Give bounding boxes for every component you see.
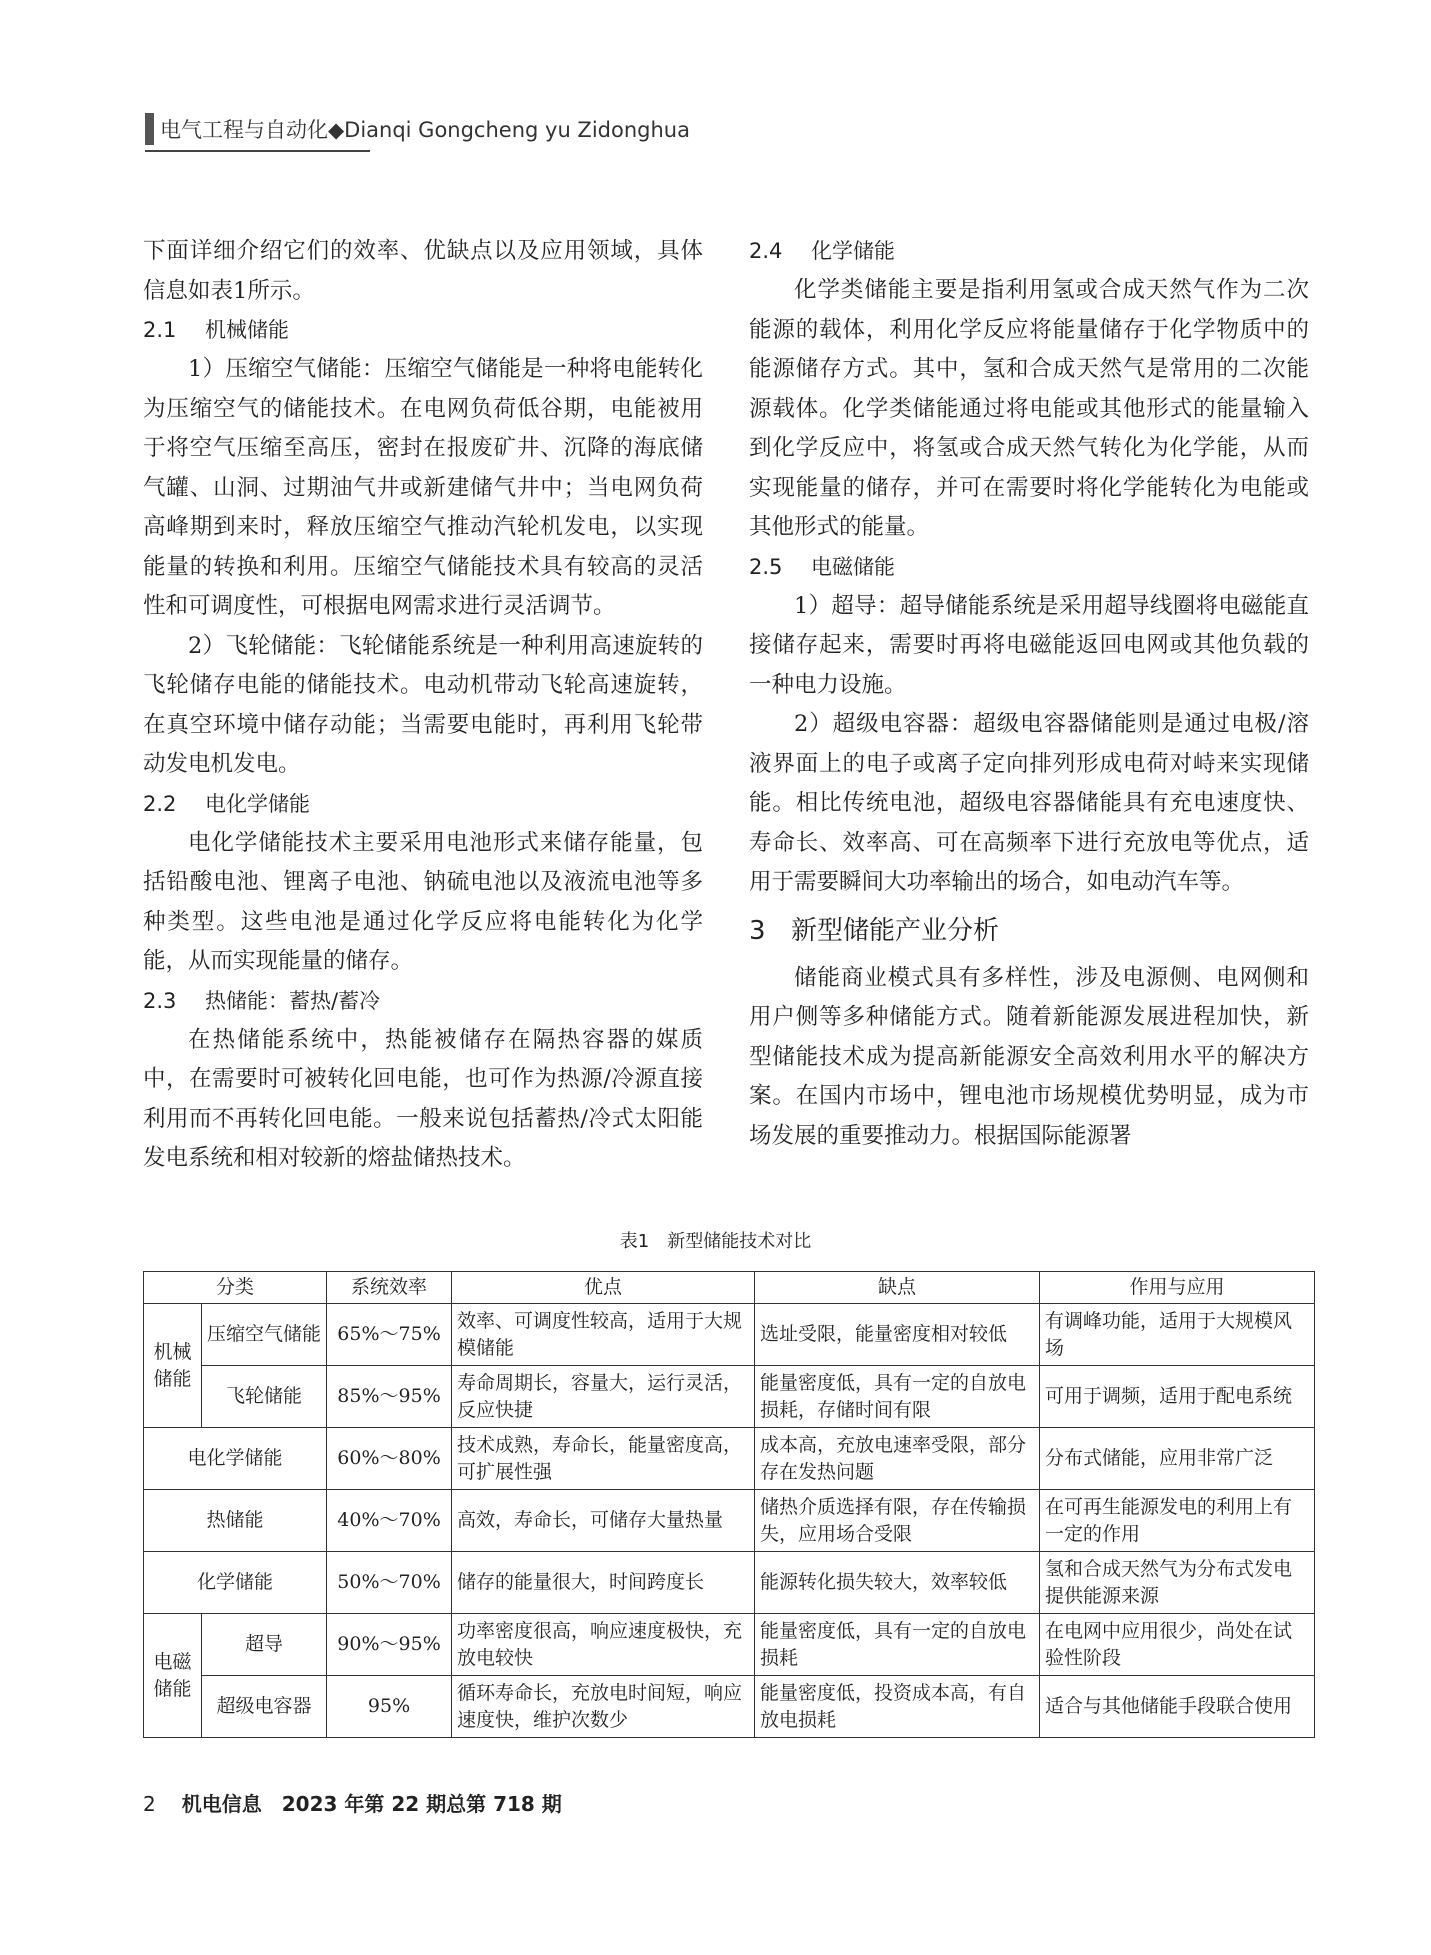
row-use: 可用于调频，适用于配电系统 bbox=[1040, 1366, 1315, 1428]
table-row bbox=[144, 1490, 1315, 1552]
magazine-issue: 机电信息 2023 年第 22 期总第 718 期 bbox=[181, 1792, 562, 1816]
group-mechanical: 机械储能 bbox=[144, 1304, 202, 1428]
right-column bbox=[749, 232, 1309, 1156]
row-use: 在可再生能源发电的利用上有一定的作用 bbox=[1040, 1490, 1315, 1552]
row-efficiency: 40%～70% bbox=[327, 1490, 452, 1552]
row-pros: 循环寿命长，充放电时间短，响应速度快，维护次数少 bbox=[452, 1676, 755, 1738]
row-efficiency: 65%～75% bbox=[327, 1304, 452, 1366]
row-efficiency: 50%～70% bbox=[327, 1552, 452, 1614]
row-cons: 能量密度低，具有一定的自放电损耗 bbox=[755, 1614, 1040, 1676]
section-2-4-heading: 2.4 化学储能 bbox=[749, 239, 895, 263]
row-name: 压缩空气储能 bbox=[202, 1304, 327, 1366]
table-row bbox=[144, 1428, 1315, 1490]
row-pros: 效率、可调度性较高，适用于大规模储能 bbox=[452, 1304, 755, 1366]
header-category: 分类 bbox=[144, 1272, 327, 1304]
header-efficiency: 系统效率 bbox=[327, 1272, 452, 1304]
header-pros: 优点 bbox=[452, 1272, 755, 1304]
left-column bbox=[143, 232, 703, 1179]
row-name: 超导 bbox=[202, 1614, 327, 1676]
row-pros: 技术成熟，寿命长，能量密度高，可扩展性强 bbox=[452, 1428, 755, 1490]
page-footer bbox=[143, 1788, 562, 1817]
chemical-paragraph: 化学类储能主要是指利用氢或合成天然气作为二次能源的载体，利用化学反应将能量储存于化学物质中的能源储存方式。其中，氢和合成天然气是常用的二次能源载体。化学类储能通过将电能或其他形式的能量输入到化学反应中，将氢或合成天然气转化为化学能，从而实现能量的储存，并可在需要时将化学能转化为电能或其他形式的能量。 bbox=[749, 277, 1309, 540]
row-cons: 选址受限，能量密度相对较低 bbox=[755, 1304, 1040, 1366]
row-use: 分布式储能，应用非常广泛 bbox=[1040, 1428, 1315, 1490]
section-2-5-heading: 2.5 电磁储能 bbox=[749, 554, 895, 579]
section-3-heading: 3 新型储能产业分析 bbox=[749, 915, 1000, 946]
section-2-3-heading: 2.3 热储能：蓄热/蓄冷 bbox=[143, 988, 381, 1013]
row-name: 化学储能 bbox=[144, 1552, 327, 1614]
row-pros: 功率密度很高，响应速度极快，充放电较快 bbox=[452, 1614, 755, 1676]
page-number: 2 bbox=[143, 1792, 156, 1816]
row-name: 热储能 bbox=[144, 1490, 327, 1552]
table-row bbox=[144, 1614, 1315, 1676]
row-use: 在电网中应用很少，尚处在试验性阶段 bbox=[1040, 1614, 1315, 1676]
row-efficiency: 60%～80% bbox=[327, 1428, 452, 1490]
section-2-1-heading: 2.1 机械储能 bbox=[143, 318, 289, 342]
intro-paragraph: 下面详细介绍它们的效率、优缺点以及应用领域，具体信息如表1所示。 bbox=[143, 238, 703, 304]
row-name: 电化学储能 bbox=[144, 1428, 327, 1490]
row-cons: 能量密度低，具有一定的自放电损耗，存储时间有限 bbox=[755, 1366, 1040, 1428]
row-efficiency: 95% bbox=[327, 1676, 452, 1738]
journal-name: 电气工程与自动化◆Dianqi Gongcheng yu Zidonghua bbox=[160, 118, 690, 142]
header-cons: 缺点 bbox=[755, 1272, 1040, 1304]
row-pros: 寿命周期长，容量大，运行灵活，反应快捷 bbox=[452, 1366, 755, 1428]
row-use: 适合与其他储能手段联合使用 bbox=[1040, 1676, 1315, 1738]
row-cons: 能源转化损失较大，效率较低 bbox=[755, 1552, 1040, 1614]
header-use: 作用与应用 bbox=[1040, 1272, 1315, 1304]
electrochemical-paragraph: 电化学储能技术主要采用电池形式来储存能量，包括铅酸电池、锂离子电池、钠硫电池以及液流电池等多种类型。这些电池是通过化学反应将电能转化为化学能，从而实现能量的储存。 bbox=[143, 829, 703, 974]
industry-paragraph: 储能商业模式具有多样性，涉及电源侧、电网侧和用户侧等多种储能方式。随着新能源发展进程加快，新型储能技术成为提高新能源安全高效利用水平的解决方案。在国内市场中，锂电池市场规模优势明显，成为市场发展的重要推动力。根据国际能源署 bbox=[749, 964, 1309, 1149]
compressed-air-paragraph: 1）压缩空气储能：压缩空气储能是一种将电能转化为压缩空气的储能技术。在电网负荷低谷期，电能被用于将空气压缩至高压，密封在报废矿井、沉降的海底储气罐、山洞、过期油气井或新建储气井中；当电网负荷高峰期到来时，释放压缩空气推动汽轮机发电，以实现能量的转换和利用。压缩空气储能技术具有较高的灵活性和可调度性，可根据电网需求进行灵活调节。 bbox=[143, 356, 703, 619]
group-electromagnetic: 电磁储能 bbox=[144, 1614, 202, 1738]
comparison-table bbox=[143, 1271, 1315, 1738]
row-cons: 储热介质选择有限，存在传输损失，应用场合受限 bbox=[755, 1490, 1040, 1552]
row-use: 有调峰功能，适用于大规模风场 bbox=[1040, 1304, 1315, 1366]
table-header-row bbox=[144, 1272, 1315, 1304]
row-use: 氢和合成天然气为分布式发电提供能源来源 bbox=[1040, 1552, 1315, 1614]
table-caption: 表1 新型储能技术对比 bbox=[619, 1231, 812, 1252]
section-2-2-heading: 2.2 电化学储能 bbox=[143, 791, 310, 816]
table-row bbox=[144, 1676, 1315, 1738]
row-efficiency: 90%～95% bbox=[327, 1614, 452, 1676]
running-header bbox=[145, 110, 690, 148]
row-name: 超级电容器 bbox=[202, 1676, 327, 1738]
row-pros: 储存的能量很大，时间跨度长 bbox=[452, 1552, 755, 1614]
supercap-paragraph: 2）超级电容器：超级电容器储能则是通过电极/溶液界面上的电子或离子定向排列形成电荷对峙来实现储能。相比传统电池，超级电容器储能具有充电速度快、寿命长、效率高、可在高频率下进行充放电等优点，适用于需要瞬间大功率输出的场合，如电动汽车等。 bbox=[749, 711, 1309, 895]
row-pros: 高效，寿命长，可储存大量热量 bbox=[452, 1490, 755, 1552]
row-cons: 成本高，充放电速率受限，部分存在发热问题 bbox=[755, 1428, 1040, 1490]
flywheel-paragraph: 2）飞轮储能：飞轮储能系统是一种利用高速旋转的飞轮储存电能的储能技术。电动机带动飞轮高速旋转，在真空环境中储存动能；当需要电能时，再利用飞轮带动发电机发电。 bbox=[143, 632, 703, 777]
row-name: 飞轮储能 bbox=[202, 1366, 327, 1428]
table-row bbox=[144, 1552, 1315, 1614]
row-cons: 能量密度低，投资成本高，有自放电损耗 bbox=[755, 1676, 1040, 1738]
table-row bbox=[144, 1304, 1315, 1366]
superconduct-paragraph: 1）超导：超导储能系统是采用超导线圈将电磁能直接储存起来，需要时再将电磁能返回电网或其他负载的一种电力设施。 bbox=[749, 592, 1309, 698]
thermal-paragraph: 在热储能系统中，热能被储存在隔热容器的媒质中，在需要时可被转化回电能，也可作为热源/冷源直接利用而不再转化回电能。一般来说包括蓄热/冷式太阳能发电系统和相对较新的熔盐储热技术。 bbox=[143, 1026, 703, 1171]
header-bar bbox=[145, 113, 154, 145]
header-rule bbox=[145, 150, 370, 152]
row-efficiency: 85%～95% bbox=[327, 1366, 452, 1428]
table-row bbox=[144, 1366, 1315, 1428]
